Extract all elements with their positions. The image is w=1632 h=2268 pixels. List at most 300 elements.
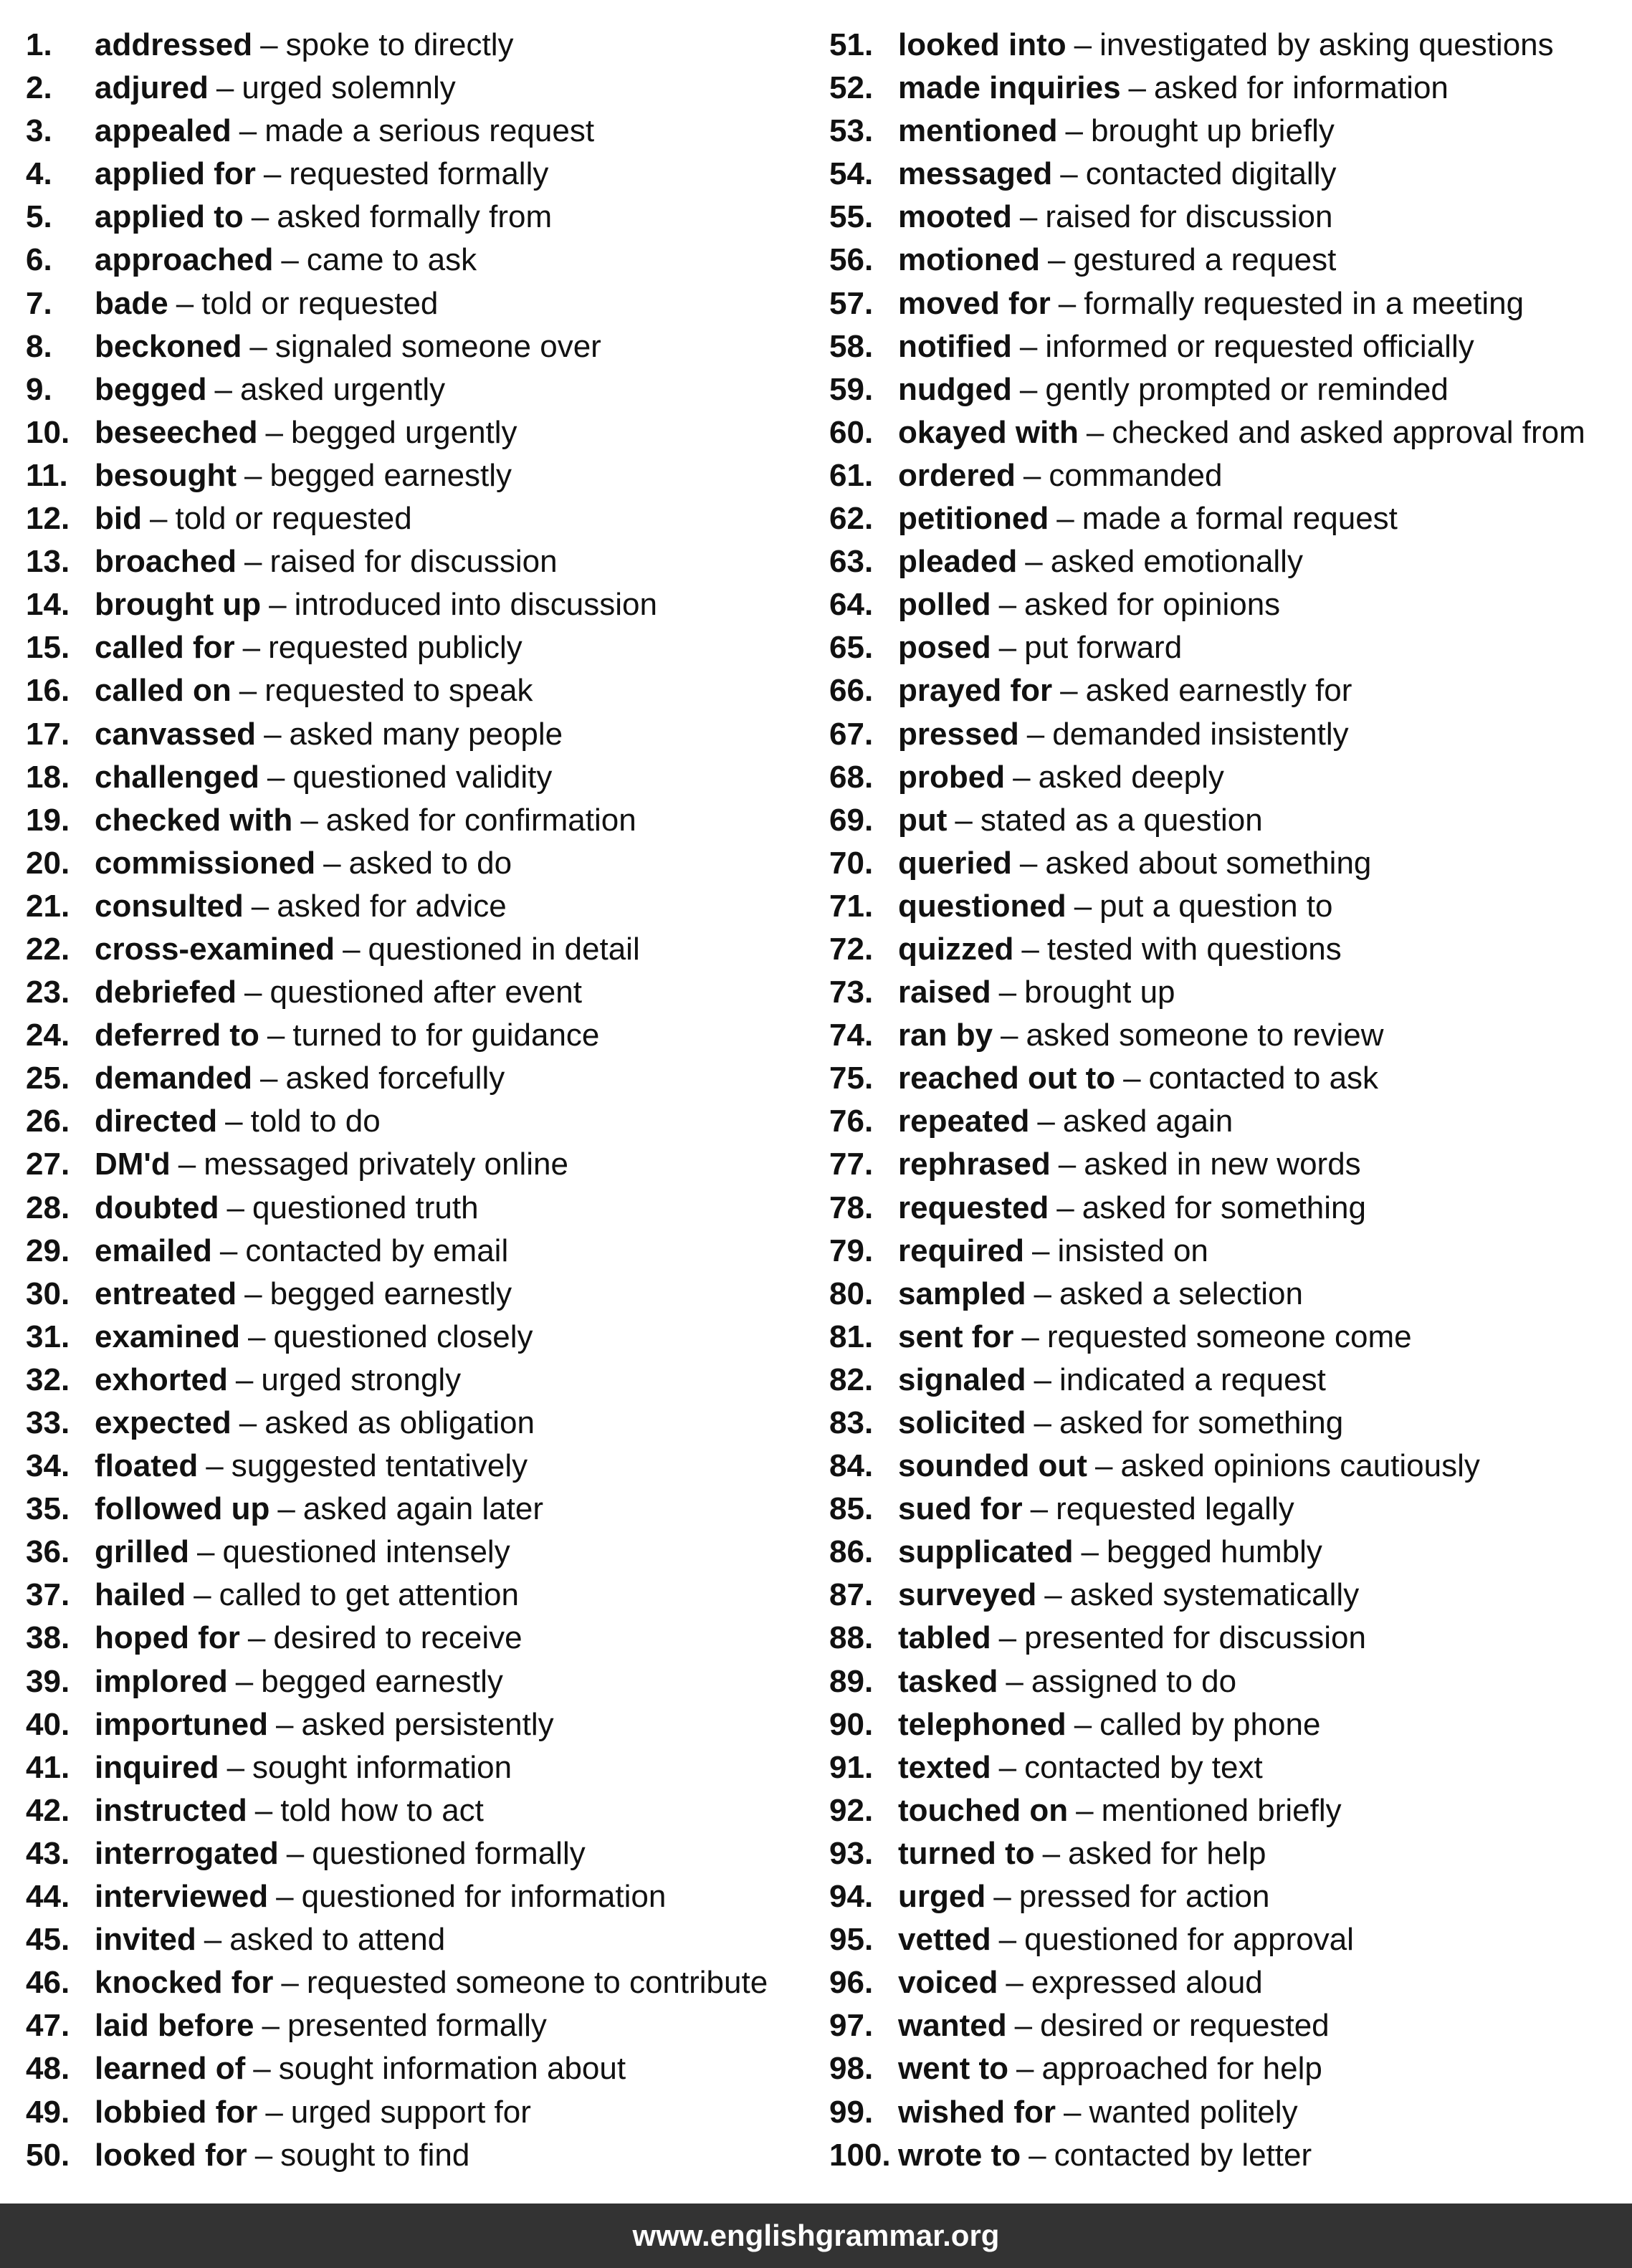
item-definition: asked again bbox=[1062, 1104, 1233, 1139]
item-body bbox=[898, 1617, 1366, 1660]
item-body bbox=[95, 2091, 531, 2134]
item-separator: – bbox=[1076, 1792, 1094, 1828]
item-number: 59. bbox=[829, 371, 874, 407]
list-item bbox=[26, 1100, 768, 1143]
item-body bbox=[95, 885, 507, 928]
item-definition: brought up bbox=[1024, 975, 1175, 1010]
item-body bbox=[898, 1574, 1359, 1617]
item-word: rephrased bbox=[898, 1147, 1051, 1182]
item-number: 68. bbox=[829, 759, 874, 795]
item-word: checked with bbox=[95, 802, 293, 838]
item-word: pressed bbox=[898, 716, 1019, 752]
item-separator: – bbox=[1034, 1276, 1051, 1311]
item-separator: – bbox=[235, 1663, 254, 1699]
item-definition: questioned after event bbox=[269, 975, 582, 1010]
list-item bbox=[829, 454, 1585, 497]
item-separator: – bbox=[1016, 2051, 1034, 2087]
item-number: 9. bbox=[26, 371, 52, 407]
item-number: 60. bbox=[829, 414, 874, 450]
item-definition: requested publicly bbox=[268, 630, 522, 666]
list-item bbox=[26, 239, 768, 282]
item-word: petitioned bbox=[898, 501, 1049, 537]
item-word: turned to bbox=[898, 1835, 1035, 1871]
item-separator: – bbox=[1034, 1405, 1051, 1440]
item-definition: asked for advice bbox=[277, 888, 507, 924]
item-number: 32. bbox=[26, 1362, 70, 1397]
item-body bbox=[898, 1746, 1263, 1789]
item-separator: – bbox=[955, 802, 973, 838]
item-separator: – bbox=[262, 2008, 280, 2044]
item-definition: asked formally from bbox=[277, 199, 553, 235]
item-separator: – bbox=[244, 544, 262, 580]
item-separator: – bbox=[998, 1620, 1017, 1656]
item-number: 64. bbox=[829, 587, 874, 623]
item-number: 17. bbox=[26, 716, 70, 752]
item-separator: – bbox=[1081, 1534, 1099, 1570]
list-item bbox=[829, 110, 1585, 153]
item-word: applied for bbox=[95, 156, 256, 192]
item-body bbox=[95, 1789, 484, 1832]
list-item bbox=[829, 196, 1585, 239]
list-item bbox=[26, 1057, 768, 1100]
item-body bbox=[898, 1402, 1343, 1445]
item-separator: – bbox=[1037, 1104, 1055, 1139]
item-body bbox=[898, 1531, 1322, 1574]
item-separator: – bbox=[194, 1577, 211, 1613]
item-number: 56. bbox=[829, 242, 874, 278]
item-number: 29. bbox=[26, 1233, 70, 1268]
item-number: 76. bbox=[829, 1104, 874, 1139]
item-definition: called by phone bbox=[1099, 1706, 1321, 1742]
item-definition: asked to do bbox=[348, 845, 512, 881]
item-word: queried bbox=[898, 845, 1012, 881]
item-separator: – bbox=[204, 1922, 222, 1958]
item-number: 67. bbox=[829, 716, 874, 752]
list-item bbox=[829, 368, 1585, 411]
item-word: ordered bbox=[898, 457, 1016, 493]
item-body bbox=[898, 239, 1336, 282]
item-number: 41. bbox=[26, 1749, 70, 1785]
item-word: sampled bbox=[898, 1276, 1026, 1311]
list-item bbox=[829, 1187, 1585, 1230]
item-number: 93. bbox=[829, 1835, 874, 1871]
item-separator: – bbox=[1013, 759, 1031, 795]
item-separator: – bbox=[1086, 414, 1104, 450]
item-separator: – bbox=[244, 457, 262, 493]
item-number: 40. bbox=[26, 1706, 70, 1742]
item-separator: – bbox=[277, 1491, 295, 1527]
item-word: put bbox=[898, 802, 948, 838]
item-separator: – bbox=[1064, 2094, 1082, 2130]
item-body bbox=[898, 368, 1449, 411]
list-item bbox=[829, 1875, 1585, 1918]
item-word: reached out to bbox=[898, 1061, 1116, 1096]
item-number: 27. bbox=[26, 1147, 70, 1182]
item-word: laid before bbox=[95, 2008, 254, 2044]
item-body bbox=[95, 799, 636, 842]
list-item bbox=[26, 2091, 768, 2134]
item-word: required bbox=[898, 1233, 1025, 1268]
list-item bbox=[26, 1875, 768, 1918]
item-definition: indicated a request bbox=[1059, 1362, 1326, 1397]
item-body bbox=[95, 110, 594, 153]
item-number: 11. bbox=[26, 457, 68, 493]
item-separator: – bbox=[1074, 1706, 1092, 1742]
item-separator: – bbox=[1034, 1362, 1051, 1397]
list-item bbox=[26, 713, 768, 756]
item-word: interrogated bbox=[95, 1835, 279, 1871]
list-item bbox=[829, 2047, 1585, 2090]
item-definition: requested someone come bbox=[1046, 1319, 1412, 1354]
list-item bbox=[829, 928, 1585, 971]
item-word: signaled bbox=[898, 1362, 1026, 1397]
item-word: bid bbox=[95, 501, 142, 537]
item-separator: – bbox=[1074, 27, 1092, 62]
item-word: adjured bbox=[95, 70, 209, 106]
item-definition: raised for discussion bbox=[269, 544, 558, 580]
item-body bbox=[95, 540, 558, 583]
list-item bbox=[26, 971, 768, 1014]
item-definition: presented formally bbox=[287, 2008, 547, 2044]
item-separator: – bbox=[281, 242, 299, 278]
item-word: urged bbox=[898, 1879, 986, 1915]
item-number: 12. bbox=[26, 501, 70, 537]
item-number: 94. bbox=[829, 1879, 874, 1915]
list-item bbox=[829, 1574, 1585, 1617]
item-word: voiced bbox=[898, 1965, 998, 2001]
item-word: brought up bbox=[95, 587, 262, 623]
item-separator: – bbox=[1025, 544, 1043, 580]
item-definition: asked many people bbox=[289, 716, 563, 752]
item-word: surveyed bbox=[898, 1577, 1037, 1613]
item-number: 25. bbox=[26, 1061, 70, 1096]
item-word: deferred to bbox=[95, 1018, 259, 1053]
item-body bbox=[95, 1488, 543, 1531]
list-item bbox=[26, 411, 768, 454]
item-separator: – bbox=[1032, 1233, 1050, 1268]
item-number: 38. bbox=[26, 1620, 70, 1656]
item-body bbox=[95, 713, 563, 756]
item-number: 85. bbox=[829, 1491, 874, 1527]
item-word: inquired bbox=[95, 1749, 219, 1785]
item-number: 21. bbox=[26, 888, 70, 924]
list-item bbox=[26, 325, 768, 368]
item-number: 28. bbox=[26, 1190, 70, 1225]
item-word: sent for bbox=[898, 1319, 1014, 1354]
item-word: made inquiries bbox=[898, 70, 1121, 106]
list-item bbox=[829, 2134, 1585, 2177]
item-body bbox=[95, 1057, 505, 1100]
item-separator: – bbox=[998, 975, 1017, 1010]
item-body bbox=[898, 1014, 1383, 1057]
item-definition: presented for discussion bbox=[1024, 1620, 1366, 1656]
item-number: 31. bbox=[26, 1319, 70, 1354]
item-word: moved for bbox=[898, 285, 1051, 321]
item-number: 69. bbox=[829, 802, 874, 838]
item-definition: asked earnestly for bbox=[1085, 673, 1352, 709]
item-separator: – bbox=[263, 156, 282, 192]
item-number: 43. bbox=[26, 1835, 70, 1871]
item-separator: – bbox=[247, 1319, 266, 1354]
item-body bbox=[898, 2047, 1322, 2090]
list-item bbox=[26, 669, 768, 712]
item-definition: contacted to ask bbox=[1148, 1061, 1379, 1096]
item-body bbox=[898, 1273, 1303, 1316]
item-word: emailed bbox=[95, 1233, 212, 1268]
list-item bbox=[26, 110, 768, 153]
list-item bbox=[829, 540, 1585, 583]
item-body bbox=[898, 2134, 1312, 2177]
item-word: examined bbox=[95, 1319, 240, 1354]
list-item bbox=[829, 583, 1585, 626]
list-item bbox=[26, 497, 768, 540]
item-number: 57. bbox=[829, 285, 874, 321]
item-separator: – bbox=[244, 1276, 262, 1311]
item-separator: – bbox=[276, 1879, 294, 1915]
item-body bbox=[95, 583, 657, 626]
item-separator: – bbox=[226, 1190, 244, 1225]
item-definition: questioned for approval bbox=[1024, 1922, 1354, 1958]
item-definition: introduced into discussion bbox=[294, 587, 657, 623]
item-definition: asked persistently bbox=[301, 1706, 554, 1742]
list-item bbox=[26, 1187, 768, 1230]
item-number: 70. bbox=[829, 845, 874, 881]
item-definition: asked about something bbox=[1045, 845, 1372, 881]
item-separator: – bbox=[1056, 1190, 1074, 1225]
item-word: telephoned bbox=[898, 1706, 1066, 1742]
item-body bbox=[898, 583, 1280, 626]
list-item bbox=[26, 885, 768, 928]
word-list-right-column bbox=[829, 24, 1585, 2177]
item-number: 49. bbox=[26, 2094, 70, 2130]
footer-bar bbox=[0, 2204, 1632, 2268]
item-body bbox=[898, 24, 1554, 67]
item-definition: approached for help bbox=[1041, 2051, 1322, 2087]
list-item bbox=[829, 1789, 1585, 1832]
item-definition: put forward bbox=[1024, 630, 1183, 666]
item-word: pleaded bbox=[898, 544, 1018, 580]
list-item bbox=[26, 1359, 768, 1402]
item-body bbox=[95, 368, 445, 411]
item-number: 87. bbox=[829, 1577, 874, 1613]
list-item bbox=[26, 1617, 768, 1660]
item-body bbox=[95, 325, 601, 368]
item-number: 30. bbox=[26, 1276, 70, 1311]
item-definition: insisted on bbox=[1057, 1233, 1208, 1268]
item-separator: – bbox=[253, 2051, 271, 2087]
item-body bbox=[898, 540, 1303, 583]
item-separator: – bbox=[239, 113, 257, 149]
list-item bbox=[829, 1230, 1585, 1273]
item-word: repeated bbox=[898, 1104, 1030, 1139]
item-body bbox=[95, 411, 517, 454]
item-body bbox=[95, 196, 552, 239]
item-separator: – bbox=[149, 501, 168, 537]
item-body bbox=[898, 626, 1182, 669]
item-word: ran by bbox=[898, 1018, 993, 1053]
list-item bbox=[26, 799, 768, 842]
item-definition: expressed aloud bbox=[1031, 1965, 1263, 2001]
list-item bbox=[26, 1918, 768, 1961]
item-separator: – bbox=[251, 888, 269, 924]
list-item bbox=[26, 1273, 768, 1316]
list-item bbox=[26, 1143, 768, 1186]
item-definition: came to ask bbox=[306, 242, 477, 278]
item-body bbox=[898, 842, 1371, 885]
item-word: beckoned bbox=[95, 328, 242, 364]
item-separator: – bbox=[251, 199, 269, 235]
list-item bbox=[26, 1703, 768, 1746]
item-number: 55. bbox=[829, 199, 874, 235]
item-number: 73. bbox=[829, 975, 874, 1010]
item-definition: asked to attend bbox=[229, 1922, 446, 1958]
item-separator: – bbox=[244, 975, 262, 1010]
list-item bbox=[829, 1014, 1585, 1057]
list-item bbox=[829, 24, 1585, 67]
item-word: expected bbox=[95, 1405, 232, 1440]
item-definition: sought information bbox=[252, 1749, 512, 1785]
item-definition: asked for confirmation bbox=[325, 802, 636, 838]
item-separator: – bbox=[1060, 673, 1078, 709]
item-word: went to bbox=[898, 2051, 1008, 2087]
item-definition: questioned in detail bbox=[368, 931, 640, 967]
item-word: applied to bbox=[95, 199, 244, 235]
item-body bbox=[95, 1273, 512, 1316]
item-number: 51. bbox=[829, 27, 874, 62]
item-word: begged bbox=[95, 371, 207, 407]
item-definition: sought information about bbox=[278, 2051, 626, 2087]
list-item bbox=[829, 1445, 1585, 1488]
item-separator: – bbox=[275, 1706, 294, 1742]
item-word: importuned bbox=[95, 1706, 268, 1742]
item-separator: – bbox=[323, 845, 341, 881]
item-body bbox=[95, 2047, 626, 2090]
item-separator: – bbox=[239, 1405, 257, 1440]
item-separator: – bbox=[269, 587, 287, 623]
item-separator: – bbox=[1026, 716, 1045, 752]
item-body bbox=[898, 1359, 1326, 1402]
item-body bbox=[95, 842, 512, 885]
item-number: 79. bbox=[829, 1233, 874, 1268]
item-word: motioned bbox=[898, 242, 1040, 278]
item-body bbox=[95, 1187, 479, 1230]
item-definition: made a serious request bbox=[264, 113, 595, 149]
item-number: 77. bbox=[829, 1147, 874, 1182]
item-word: mentioned bbox=[898, 113, 1058, 149]
item-word: posed bbox=[898, 630, 991, 666]
item-number: 65. bbox=[829, 630, 874, 666]
item-word: demanded bbox=[95, 1061, 253, 1096]
item-separator: – bbox=[1060, 156, 1078, 192]
item-word: cross-examined bbox=[95, 931, 335, 967]
list-item bbox=[829, 626, 1585, 669]
item-number: 3. bbox=[26, 113, 52, 149]
item-separator: – bbox=[176, 285, 194, 321]
list-item bbox=[829, 1100, 1585, 1143]
item-number: 80. bbox=[829, 1276, 874, 1311]
item-word: broached bbox=[95, 544, 237, 580]
item-word: DM'd bbox=[95, 1147, 171, 1182]
item-number: 13. bbox=[26, 544, 70, 580]
item-word: hoped for bbox=[95, 1620, 240, 1656]
item-word: nudged bbox=[898, 371, 1012, 407]
list-item bbox=[26, 1574, 768, 1617]
item-word: implored bbox=[95, 1663, 228, 1699]
item-body bbox=[95, 1617, 522, 1660]
item-definition: contacted by email bbox=[245, 1233, 509, 1268]
item-definition: told to do bbox=[250, 1104, 381, 1139]
list-item bbox=[829, 1316, 1585, 1359]
item-body bbox=[898, 1488, 1294, 1531]
list-item bbox=[26, 1789, 768, 1832]
item-body bbox=[898, 1789, 1342, 1832]
item-number: 97. bbox=[829, 2008, 874, 2044]
item-word: floated bbox=[95, 1448, 199, 1484]
item-definition: begged urgently bbox=[290, 414, 517, 450]
item-definition: formally requested in a meeting bbox=[1084, 285, 1524, 321]
item-definition: asked for help bbox=[1068, 1835, 1266, 1871]
item-number: 36. bbox=[26, 1534, 70, 1570]
item-word: entreated bbox=[95, 1276, 237, 1311]
list-item bbox=[829, 713, 1585, 756]
item-body bbox=[95, 1014, 599, 1057]
list-item bbox=[26, 1531, 768, 1574]
item-definition: asked systematically bbox=[1069, 1577, 1360, 1613]
item-definition: told or requested bbox=[201, 285, 439, 321]
item-body bbox=[898, 325, 1474, 368]
item-separator: – bbox=[239, 673, 257, 709]
item-definition: contacted digitally bbox=[1085, 156, 1337, 192]
item-body bbox=[898, 928, 1342, 971]
item-number: 90. bbox=[829, 1706, 874, 1742]
item-word: canvassed bbox=[95, 716, 257, 752]
item-separator: – bbox=[254, 1792, 273, 1828]
item-number: 95. bbox=[829, 1922, 874, 1958]
item-number: 14. bbox=[26, 587, 70, 623]
item-definition: told how to act bbox=[280, 1792, 484, 1828]
item-number: 72. bbox=[829, 931, 874, 967]
item-definition: urged strongly bbox=[261, 1362, 462, 1397]
item-number: 2. bbox=[26, 70, 52, 106]
item-separator: – bbox=[1058, 285, 1077, 321]
item-definition: contacted by text bbox=[1024, 1749, 1263, 1785]
item-separator: – bbox=[249, 328, 267, 364]
list-item bbox=[829, 1832, 1585, 1875]
item-definition: gently prompted or reminded bbox=[1045, 371, 1449, 407]
list-item bbox=[26, 756, 768, 799]
item-body bbox=[898, 1316, 1412, 1359]
item-body bbox=[898, 1187, 1366, 1230]
item-separator: – bbox=[267, 1018, 285, 1053]
list-item bbox=[829, 669, 1585, 712]
list-item bbox=[829, 282, 1585, 325]
item-body bbox=[898, 110, 1335, 153]
item-definition: asked urgently bbox=[239, 371, 446, 407]
item-body bbox=[95, 1875, 666, 1918]
word-list-left-column bbox=[26, 24, 768, 2177]
item-separator: – bbox=[267, 759, 285, 795]
item-definition: pressed for action bbox=[1018, 1879, 1270, 1915]
item-number: 63. bbox=[829, 544, 874, 580]
item-body bbox=[95, 454, 512, 497]
item-body bbox=[95, 1100, 381, 1143]
item-number: 98. bbox=[829, 2051, 874, 2087]
list-item bbox=[26, 1746, 768, 1789]
item-definition: urged support for bbox=[290, 2094, 531, 2130]
item-definition: begged earnestly bbox=[269, 457, 512, 493]
list-item bbox=[26, 540, 768, 583]
item-definition: questioned intensely bbox=[222, 1534, 510, 1570]
